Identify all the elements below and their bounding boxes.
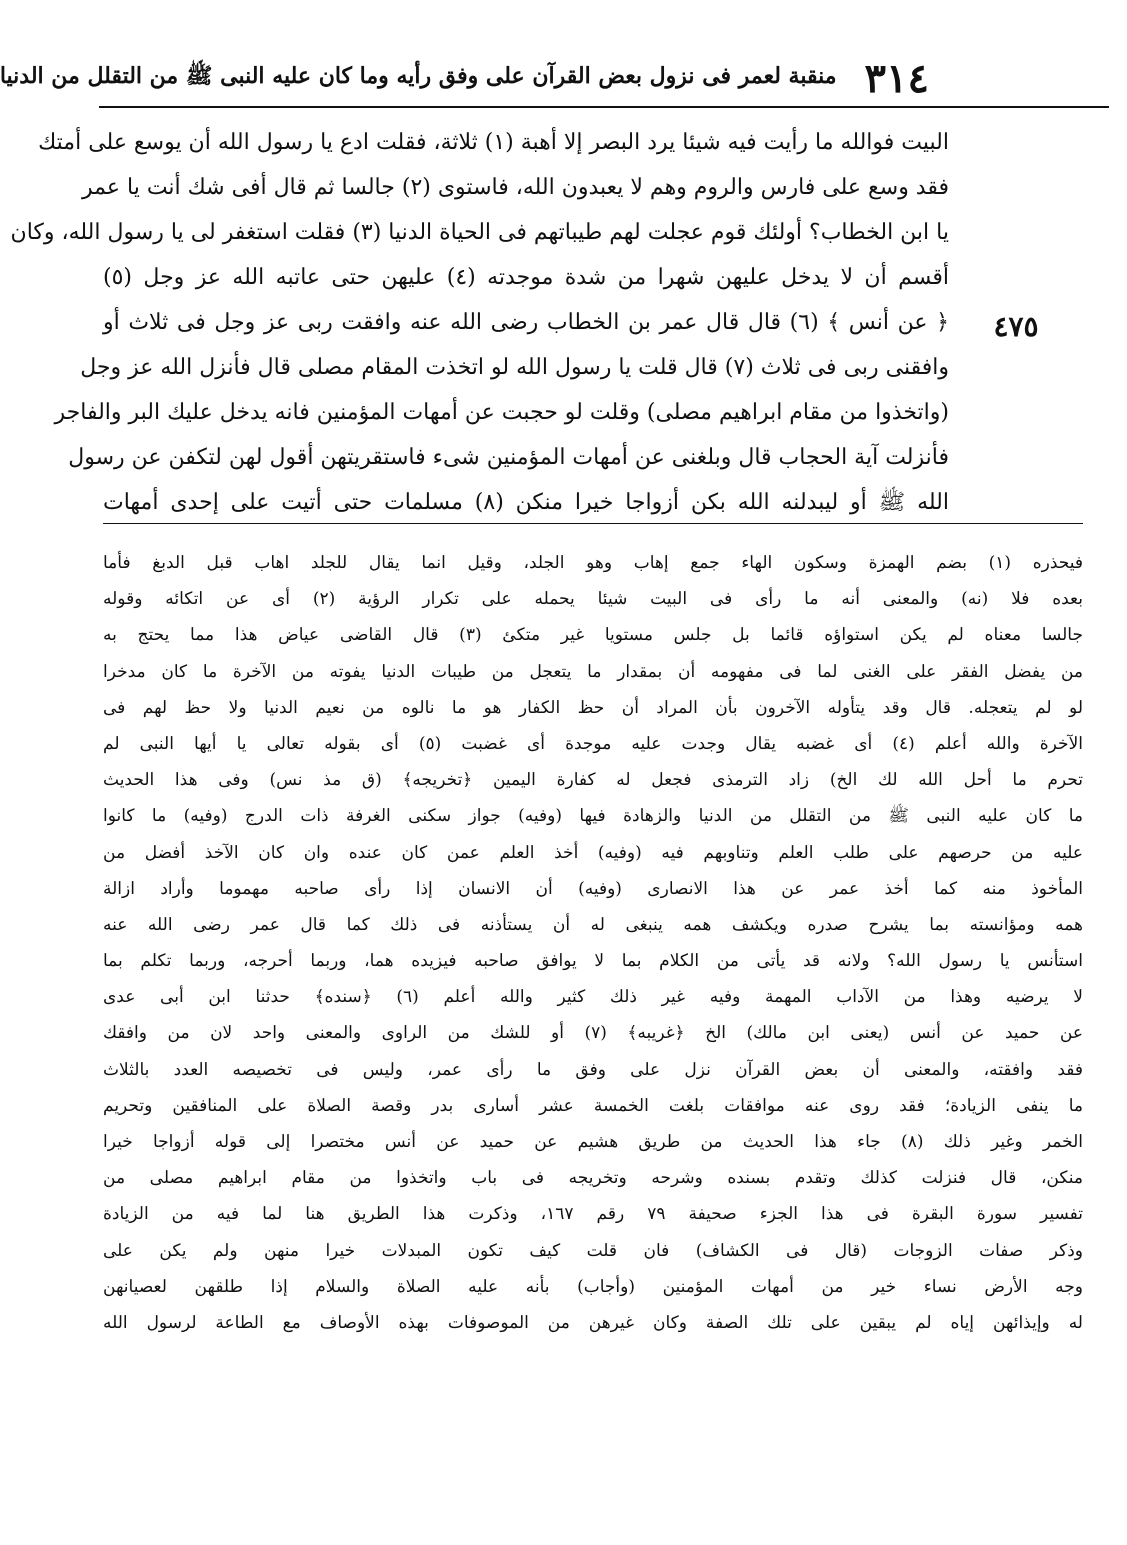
note-line: تفسير سورة البقرة فى هذا الجزء صحيفة ٧٩ رقم ١٦٧، وذكرت هذا الطريق هنا لما فيه من الزيادة: [103, 1204, 1083, 1225]
note-line: تحرم ما أحل الله لك الخ) زاد الترمذى فجعل له كفارة اليمين ﴿تخريجه﴾ (ق مذ نس) وفى هذا الحديث: [103, 770, 1083, 791]
note-line: المأخوذ منه كما أخذ عمر عن هذا الانصارى (وفيه) أن الانسان إذا رأى صاحبه مهموما وأراد ازالة: [103, 878, 1083, 899]
note-line: فقد وافقته، والمعنى أن بعض القرآن نزل على وفق ما رأى عمر، وليس فى تخصيصه العدد بالثلاث: [103, 1059, 1083, 1080]
main-text-line: فأنزلت آية الحجاب قال وبلغنى عن أمهات المؤمنين شىء فاستقريتهن أقول لهن لتكفن عن رسول: [68, 445, 949, 470]
note-line: لا يرضيه وهذا من الآداب المهمة وفيه غير ذلك كثير والله أعلم (٦) ﴿سنده﴾ حدثنا ابن أبى عدى: [103, 987, 1083, 1008]
main-text-line: وافقنى ربى فى ثلاث (٧) قال قلت يا رسول الله لو اتخذت المقام مصلى قال فأنزل الله عز وجل: [80, 355, 949, 380]
note-line: له وإيذائهن إياه لم يبقين على تلك الصفة وكان غيرهن من الموصوفات بهذه الأوصاف مع الطاعة لرسول الله: [103, 1312, 1083, 1333]
commentary-notes: [103, 545, 1083, 1341]
note-line: الآخرة والله أعلم (٤) أى غضبه يقال وجدت عليه موجدة أى غضبت (٥) أى بقوله تعالى يا أيها النبى لم: [103, 733, 1083, 754]
hadith-number: ٤٧٥: [993, 310, 1039, 343]
footnote-divider: [103, 523, 1083, 524]
note-line: لو لم يتعجله. قال وقد يتأوله الآخرون بأن المراد أن حظ الكفار هو ما نالوه من نعيم الدنيا ولا حظ لهم فى: [103, 697, 1083, 718]
main-text-line: ﴿ عن أنس ﴾ (٦) قال قال عمر بن الخطاب رضى الله عنه وافقت ربى عز وجل فى ثلاث أو: [103, 310, 949, 335]
note-line: ما كان عليه النبى ﷺ من التقلل من الدنيا والزهادة فيها (وفيه) جواز سكنى الغرفة ذات الدرج (وفيه) ما كانوا: [103, 806, 1083, 827]
note-line: من يفضل الفقر على الغنى لما فى مفهومه أن بمقدار ما يتعجل من طيبات الدنيا يفوته من الآخرة ما كان مدخرا: [103, 661, 1083, 682]
note-line: وجه الأرض نساء خير من أمهات المؤمنين (وأجاب) بأنه عليه الصلاة والسلام إذا طلقهن لعصيانهن: [103, 1276, 1083, 1297]
main-text-line: الله ﷺ أو ليبدلنه الله بكن أزواجا خيرا منكن (٨) مسلمات حتى أتيت على إحدى أمهات: [103, 490, 949, 515]
note-line: جالسا معناه لم يكن استواؤه قائما بل جلس مستويا غير متكئ (٣) قال القاضى عياض هذا مما يحتج به: [103, 625, 1083, 646]
main-text-line: (واتخذوا من مقام ابراهيم مصلى) وقلت لو حجبت عن أمهات المؤمنين فانه يدخل عليك البر والفاجر: [54, 400, 949, 425]
main-text-line: أقسم أن لا يدخل عليهن شهرا من شدة موجدته (٤) عليهن حتى عاتبه الله عز وجل (٥): [103, 265, 949, 290]
page-number: ٣١٤: [864, 54, 929, 102]
note-line: عن حميد عن أنس (يعنى ابن مالك) الخ ﴿غريبه﴾ (٧) أو للشك من الراوى والمعنى واحد لان من وافقك: [103, 1023, 1084, 1044]
main-text-line: البيت فوالله ما رأيت فيه شيئا يرد البصر إلا أهبة (١) ثلاثة، فقلت ادع يا رسول الله أن يوسع على أمتك: [38, 130, 949, 155]
running-title: منقبة لعمر فى نزول بعض القرآن على وفق رأيه وما كان عليه النبى ﷺ من التقلل من الدنيا: [0, 63, 837, 89]
note-line: الخمر وغير ذلك (٨) جاء هذا الحديث من طريق هشيم عن حميد عن أنس مختصرا إلى قوله أزواجا خيرا: [103, 1132, 1083, 1152]
note-line: منكن، قال فنزلت كذلك وتقدم بسنده وشرحه وتخريجه فى باب واتخذوا من مقام ابراهيم مصلى من: [103, 1168, 1083, 1189]
note-line: همه ومؤانسته بما يشرح صدره ويكشف همه ينبغى له أن يستأذنه فى ذلك كما قال عمر رضى الله عنه: [103, 914, 1083, 935]
note-line: عليه من حرصهم على طلب العلم وتناوبهم فيه (وفيه) أخذ العلم عمن كان عنده وان كان الآخذ أفضل من: [103, 842, 1083, 863]
main-text: [10, 120, 949, 525]
note-line: استأنس يا رسول الله؟ ولانه قد يأتى من الكلام بما لا يوافق صاحبه فيزيده هما، وربما أحرجه، وربما تكلم بما: [103, 951, 1083, 972]
note-line: فيحذره (١) بضم الهمزة وسكون الهاء جمع إهاب وهو الجلد، وقيل انما يقال للجلد اهاب قبل الدبغ فأما: [103, 553, 1083, 573]
note-line: ما ينفى الزيادة؛ فقد روى عنه موافقات بلغت الخمسة عشر أسارى بدر وقصة الصلاة على المنافقين وتحريم: [103, 1095, 1083, 1116]
note-line: وذكر صفات الزوجات (قال فى الكشاف) فان قلت كيف تكون المبدلات خيرا منهن ولم يكن على: [103, 1240, 1083, 1261]
page-header: [0, 50, 1109, 108]
note-line: بعده فلا (نه) والمعنى أنه ما رأى فى البيت شيئا يحمله على تكرار الرؤية (٢) أى عن اتكائه وقوله: [103, 589, 1083, 610]
main-text-line: يا ابن الخطاب؟ أولئك قوم عجلت لهم طيباتهم فى الحياة الدنيا (٣) فقلت استغفر لى يا رسول الله، وكان: [10, 220, 949, 245]
main-text-line: فقد وسع على فارس والروم وهم لا يعبدون الله، فاستوى (٢) جالسا ثم قال أفى شك أنت يا عمر: [82, 175, 949, 200]
